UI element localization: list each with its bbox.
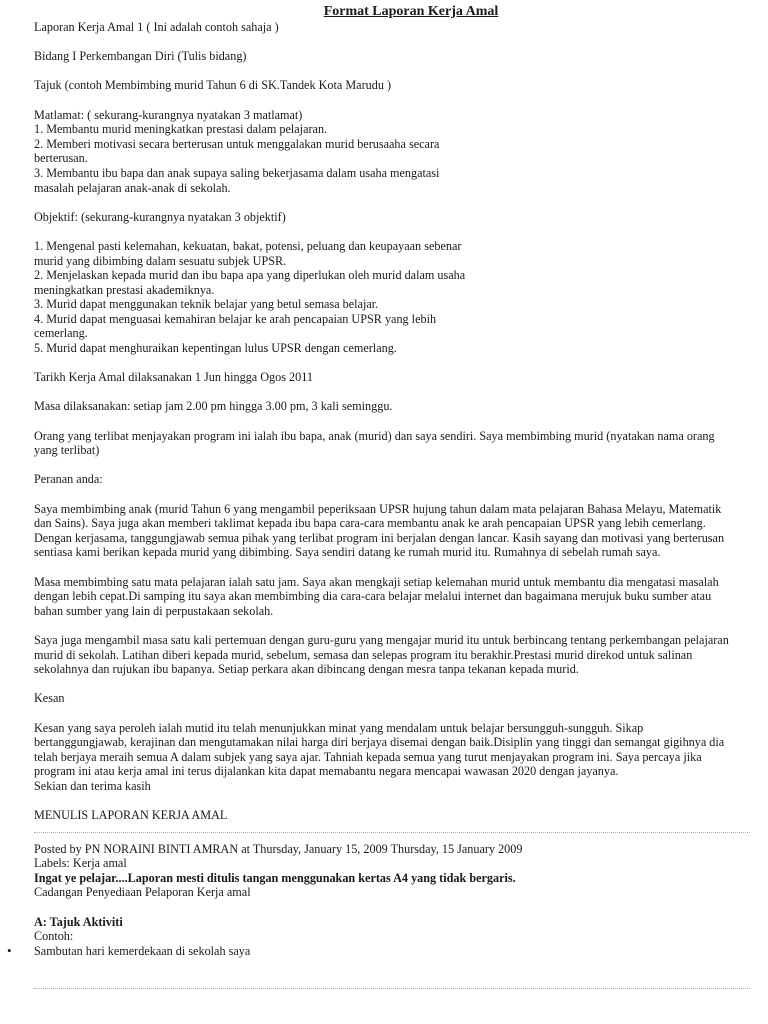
kesan-heading: Kesan xyxy=(34,691,65,706)
paragraph-line: dan Sains). Saya juga akan memberi taklimat kepada ibu bapa cara-cara membantu anak ke arah pencapaian UPSR yang lebih cemerlang. xyxy=(34,516,706,531)
cadangan-text: Cadangan Penyediaan Pelaporan Kerja amal xyxy=(34,885,251,900)
objektif-line: 3. Murid dapat menggunakan teknik belajar yang betul semasa belajar. xyxy=(34,297,379,312)
tarikh-line: Tarikh Kerja Amal dilaksanakan 1 Jun hingga Ogos 2011 xyxy=(34,370,313,385)
masa-line: Masa dilaksanakan: setiap jam 2.00 pm hingga 3.00 pm, 3 kali seminggu. xyxy=(34,399,393,414)
bottom-divider xyxy=(34,988,750,989)
document-title: Format Laporan Kerja Amal xyxy=(323,4,499,19)
paragraph-line: Dengan kerjasama, tanggungjawab semua pihak yang terlibat program ini berjalan dengan lancar. Kasih sayang dan motivasi yang berterusan xyxy=(34,530,725,545)
menulis-heading: MENULIS LAPORAN KERJA AMAL xyxy=(34,808,228,823)
matlamat-line: 1. Membantu murid meningkatkan prestasi dalam pelajaran. xyxy=(34,122,328,137)
matlamat-line: 2. Memberi motivasi secara berterusan untuk menggalakan murid berusaaha secara xyxy=(34,136,440,151)
objektif-line: 2. Menjelaskan kepada murid dan ibu bapa apa yang diperlukan oleh murid dalam usaha xyxy=(34,268,466,283)
matlamat-line: berterusan. xyxy=(34,151,88,166)
document-page xyxy=(34,0,756,958)
notice-text: Ingat ye pelajar....Laporan mesti ditulis tangan menggunakan kertas A4 yang tidak bergaris. xyxy=(34,870,516,885)
bullet-item: • Sambutan hari kemerdekaan di sekolah saya xyxy=(34,944,756,959)
section-a-heading: A: Tajuk Aktiviti xyxy=(34,914,123,929)
contoh-label: Contoh: xyxy=(34,929,74,944)
posted-by: Posted by PN NORAINI BINTI AMRAN at Thursday, January 15, 2009 Thursday, 15 January 2009 xyxy=(34,841,523,856)
objektif-line: 5. Murid dapat menghuraikan kepentingan lulus UPSR dengan cemerlang. xyxy=(34,341,397,356)
paragraph-line: dengan lebih cepat.Di samping itu saya akan membimbing dia cara-cara belajar melalui internet dan bagaimana merujuk buku sumber atau xyxy=(34,589,712,604)
peranan-paragraph-2 xyxy=(34,575,756,619)
post-meta xyxy=(34,842,756,900)
matlamat-list xyxy=(34,122,464,195)
matlamat-line: 3. Membantu ibu bapa dan anak supaya saling bekerjasama dalam usaha mengatasi xyxy=(34,165,440,180)
intro-line: Laporan Kerja Amal 1 ( Ini adalah contoh sahaja ) xyxy=(34,20,279,34)
objektif-line: cemerlang. xyxy=(34,326,88,341)
paragraph-line: telah berjaya meraih semua A dalam subjek yang saya ajar. Tahniah kepada semua yang turut menjayakan program ini. Saya percaya jika xyxy=(34,749,702,764)
paragraph-line: bertanggungjawab, kerajinan dan mengutamakan nilai harga diri berjaya disemai dengan baik.Disiplin yang tinggi dan semangat gigihnya dia xyxy=(34,735,725,750)
paragraph-line: Kesan yang saya peroleh ialah mutid itu telah menunjukkan minat yang mendalam untuk belajar bersungguh-sungguh. Sikap xyxy=(34,720,644,735)
objektif-line: 1. Mengenal pasti kelemahan, kekuatan, bakat, potensi, peluang dan keupayaan sebenar xyxy=(34,238,462,253)
peranan-heading: Peranan anda: xyxy=(34,472,103,487)
paragraph-line: program ini atau kerja amal ini terus dijalankan kita dapat memabantu negara mencapai wawasan 2020 dengan jayanya. xyxy=(34,764,619,779)
post-divider xyxy=(34,832,750,833)
objektif-line: meningkatkan prestasi akademiknya. xyxy=(34,282,215,297)
terlibat-line: Orang yang terlibat menjayakan program ini ialah ibu bapa, anak (murid) dan saya sendiri. Saya membimbing murid (nyatakan nama orang xyxy=(34,428,715,443)
peranan-paragraph-3 xyxy=(34,633,756,677)
paragraph-line: sentiasa kami berikan kepada murid yang dibimbing. Saya sendiri datang ke rumah murid itu. Rumahnya di sebelah rumah saya. xyxy=(34,545,661,560)
paragraph-line: bahan sumber yang lain di perpustakaan sekolah. xyxy=(34,603,274,618)
matlamat-line: masalah pelajaran anak-anak di sekolah. xyxy=(34,180,231,195)
objektif-line: 4. Murid dapat menguasai kemahiran belajar ke arah pencapaian UPSR yang lebih xyxy=(34,311,437,326)
paragraph-line: Masa membimbing satu mata pelajaran ialah satu jam. Saya akan mengkaji setiap kelemahan murid untuk membantu dia mengatasi masalah xyxy=(34,574,719,589)
bidang-line: Bidang I Perkembangan Diri (Tulis bidang) xyxy=(34,49,247,64)
matlamat-heading: Matlamat: ( sekurang-kurangnya nyatakan 3 matlamat) xyxy=(34,107,303,122)
peranan-paragraph-1 xyxy=(34,502,756,560)
objektif-line: murid yang dibimbing dalam sesuatu subjek UPSR. xyxy=(34,253,287,268)
paragraph-line: Sekian dan terima kasih xyxy=(34,778,151,793)
objektif-heading: Objektif: (sekurang-kurangnya nyatakan 3 objektif) xyxy=(34,209,286,224)
tajuk-line: Tajuk (contoh Membimbing murid Tahun 6 di SK.Tandek Kota Marudu ) xyxy=(34,78,392,93)
paragraph-line: murid di sekolah. Latihan diberi kepada murid, sebelum, semasa dan selepas program itu berakhir.Prestasi murid direkod untuk salinan xyxy=(34,647,693,662)
kesan-paragraph xyxy=(34,721,756,794)
terlibat-line: yang terlibat) xyxy=(34,443,100,458)
paragraph-line: sekolahnya dan rujukan ibu bapanya. Setiap perkara akan dibincang dengan mesra tanpa tekanan kepada murid. xyxy=(34,662,579,677)
post-labels: Labels: Kerja amal xyxy=(34,856,127,871)
paragraph-line: Saya juga mengambil masa satu kali pertemuan dengan guru-guru yang mengajar murid itu untuk berbincang tentang perkembangan pelajaran xyxy=(34,632,729,647)
paragraph-line: Saya membimbing anak (murid Tahun 6 yang mengambil peperiksaan UPSR hujung tahun dalam mata pelajaran Bahasa Melayu, Matematik xyxy=(34,501,722,516)
objektif-list xyxy=(34,239,756,356)
